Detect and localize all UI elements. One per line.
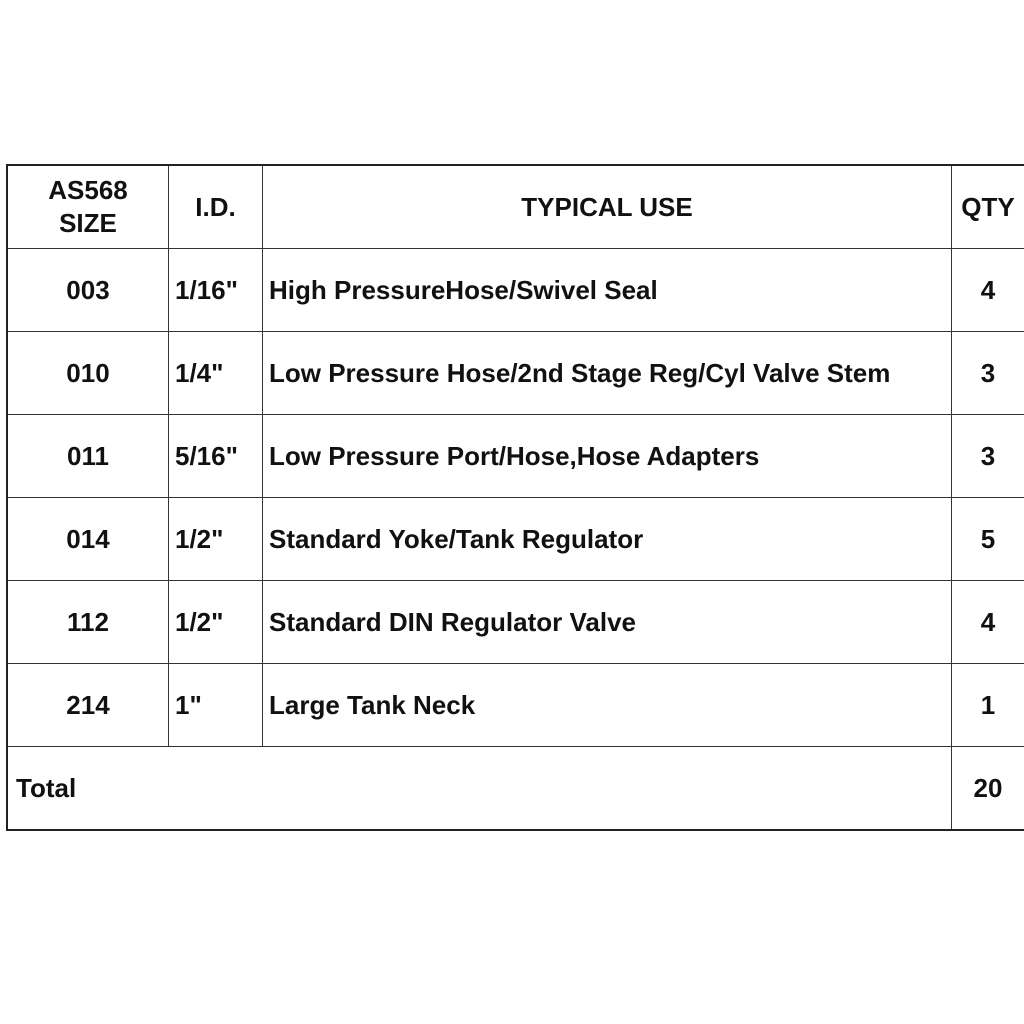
table-row bbox=[7, 249, 1024, 332]
cell-use: Large Tank Neck bbox=[263, 664, 952, 747]
cell-size: 010 bbox=[7, 332, 169, 415]
cell-use: Low Pressure Hose/2nd Stage Reg/Cyl Valve Stem bbox=[263, 332, 952, 415]
header-row bbox=[7, 165, 1024, 249]
table-row bbox=[7, 415, 1024, 498]
header-typical-use: TYPICAL USE bbox=[263, 165, 952, 249]
cell-qty: 4 bbox=[952, 581, 1024, 664]
table-row bbox=[7, 332, 1024, 415]
cell-id: 5/16" bbox=[169, 415, 263, 498]
cell-use: Standard Yoke/Tank Regulator bbox=[263, 498, 952, 581]
header-as568-size bbox=[7, 165, 169, 249]
cell-use: Standard DIN Regulator Valve bbox=[263, 581, 952, 664]
oring-table-container bbox=[6, 164, 1021, 831]
total-label: Total bbox=[7, 747, 952, 831]
cell-size: 014 bbox=[7, 498, 169, 581]
table-row bbox=[7, 664, 1024, 747]
cell-qty: 5 bbox=[952, 498, 1024, 581]
cell-qty: 3 bbox=[952, 332, 1024, 415]
cell-size: 214 bbox=[7, 664, 169, 747]
cell-use: High PressureHose/Swivel Seal bbox=[263, 249, 952, 332]
total-qty: 20 bbox=[952, 747, 1024, 831]
header-id: I.D. bbox=[169, 165, 263, 249]
total-row bbox=[7, 747, 1024, 831]
header-size-line2: SIZE bbox=[59, 208, 117, 238]
cell-size: 003 bbox=[7, 249, 169, 332]
cell-id: 1/2" bbox=[169, 498, 263, 581]
header-size-line1: AS568 bbox=[48, 175, 128, 205]
table-row bbox=[7, 498, 1024, 581]
cell-qty: 1 bbox=[952, 664, 1024, 747]
cell-id: 1/16" bbox=[169, 249, 263, 332]
cell-id: 1/4" bbox=[169, 332, 263, 415]
cell-id: 1/2" bbox=[169, 581, 263, 664]
oring-table bbox=[6, 164, 1024, 831]
cell-id: 1" bbox=[169, 664, 263, 747]
cell-size: 112 bbox=[7, 581, 169, 664]
table-row bbox=[7, 581, 1024, 664]
header-qty: QTY bbox=[952, 165, 1024, 249]
cell-size: 011 bbox=[7, 415, 169, 498]
cell-use: Low Pressure Port/Hose,Hose Adapters bbox=[263, 415, 952, 498]
cell-qty: 3 bbox=[952, 415, 1024, 498]
cell-qty: 4 bbox=[952, 249, 1024, 332]
